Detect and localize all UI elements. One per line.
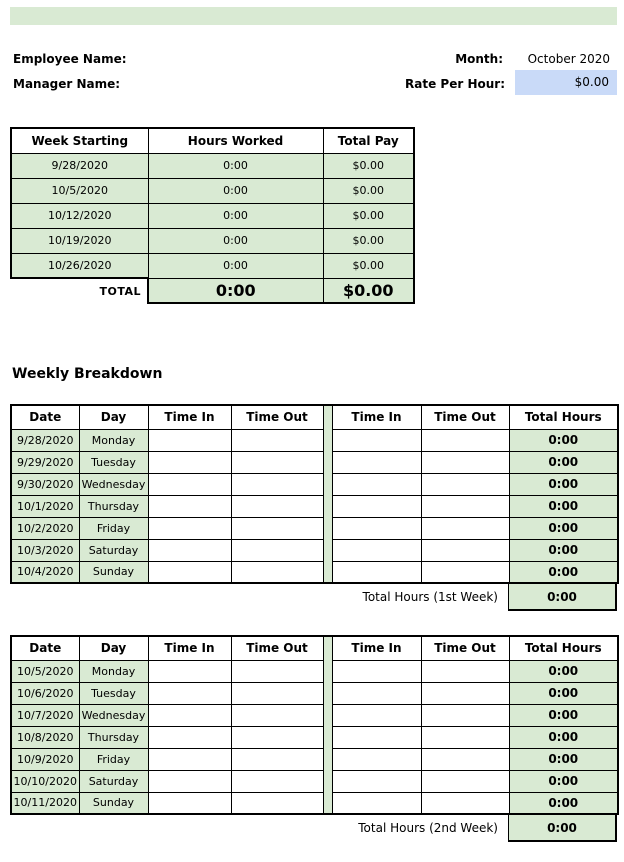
total-pay-cell: $0.00 — [323, 178, 414, 203]
time-out-cell[interactable] — [421, 473, 509, 495]
month-label: Month: — [455, 52, 503, 66]
week1-table-wrapper — [10, 404, 617, 611]
time-in-cell[interactable] — [332, 770, 421, 792]
spacer-column — [323, 405, 332, 583]
total-hours-cell: 0:00 — [509, 748, 618, 770]
total-pay-cell: $0.00 — [323, 203, 414, 228]
total-hours-cell: 0:00 — [509, 660, 618, 682]
summary-table — [10, 127, 415, 304]
table-row — [11, 726, 618, 748]
day-cell: Sunday — [79, 561, 148, 583]
total-hours-cell: 0:00 — [509, 770, 618, 792]
day-cell: Thursday — [79, 726, 148, 748]
week-starting-header: Week Starting — [11, 128, 148, 153]
week1-total-value: 0:00 — [508, 584, 617, 611]
table-row — [11, 451, 618, 473]
time-in-cell[interactable] — [148, 539, 231, 561]
time-out-cell[interactable] — [421, 704, 509, 726]
week1-table — [10, 404, 619, 584]
day-cell: Tuesday — [79, 451, 148, 473]
time-in-cell[interactable] — [148, 429, 231, 451]
time-in-cell[interactable] — [332, 792, 421, 814]
time-in-cell[interactable] — [148, 748, 231, 770]
time-out-header: Time Out — [231, 636, 323, 660]
total-hours-cell: 0:00 — [509, 473, 618, 495]
time-out-cell[interactable] — [421, 792, 509, 814]
date-cell: 10/2/2020 — [11, 517, 79, 539]
date-cell: 10/1/2020 — [11, 495, 79, 517]
week2-table — [10, 635, 619, 815]
time-in-cell[interactable] — [332, 495, 421, 517]
time-in-cell[interactable] — [148, 561, 231, 583]
date-cell: 10/10/2020 — [11, 770, 79, 792]
table-row — [11, 770, 618, 792]
time-out-header: Time Out — [231, 405, 323, 429]
time-in-cell[interactable] — [148, 517, 231, 539]
time-out-cell[interactable] — [421, 517, 509, 539]
time-in-cell[interactable] — [148, 495, 231, 517]
total-hours-cell: 0:00 — [509, 539, 618, 561]
date-header: Date — [11, 636, 79, 660]
hours-worked-cell: 0:00 — [148, 153, 323, 178]
day-cell: Thursday — [79, 495, 148, 517]
time-out-cell[interactable] — [421, 770, 509, 792]
total-hours-cell: 0:00 — [509, 682, 618, 704]
day-cell: Saturday — [79, 539, 148, 561]
time-in-cell[interactable] — [332, 539, 421, 561]
week1-total-label: Total Hours (1st Week) — [362, 590, 498, 604]
table-row — [11, 495, 618, 517]
total-hours-value: 0:00 — [148, 278, 323, 303]
week-starting-cell: 10/19/2020 — [11, 228, 148, 253]
table-row — [11, 561, 618, 583]
date-cell: 9/28/2020 — [11, 429, 79, 451]
weekly-breakdown-title: Weekly Breakdown — [12, 366, 163, 382]
time-out-cell[interactable] — [231, 682, 323, 704]
time-in-cell[interactable] — [332, 429, 421, 451]
table-row — [11, 539, 618, 561]
time-out-cell[interactable] — [421, 660, 509, 682]
time-in-cell[interactable] — [332, 660, 421, 682]
date-header: Date — [11, 405, 79, 429]
summary-header-row — [11, 128, 414, 153]
total-pay-cell: $0.00 — [323, 153, 414, 178]
time-out-cell[interactable] — [231, 704, 323, 726]
time-in-cell[interactable] — [332, 561, 421, 583]
time-out-cell[interactable] — [231, 726, 323, 748]
total-hours-cell: 0:00 — [509, 792, 618, 814]
week-starting-cell: 10/5/2020 — [11, 178, 148, 203]
summary-total-row — [11, 278, 414, 303]
time-in-cell[interactable] — [148, 473, 231, 495]
time-out-cell[interactable] — [231, 792, 323, 814]
time-out-cell[interactable] — [231, 451, 323, 473]
total-pay-header: Total Pay — [323, 128, 414, 153]
total-hours-cell: 0:00 — [509, 726, 618, 748]
table-row — [11, 253, 414, 278]
total-hours-cell: 0:00 — [509, 704, 618, 726]
date-cell: 10/8/2020 — [11, 726, 79, 748]
day-cell: Tuesday — [79, 682, 148, 704]
date-cell: 10/3/2020 — [11, 539, 79, 561]
table-row — [11, 228, 414, 253]
day-cell: Sunday — [79, 792, 148, 814]
day-cell: Wednesday — [79, 473, 148, 495]
time-in-header: Time In — [332, 636, 421, 660]
table-row — [11, 178, 414, 203]
date-cell: 10/7/2020 — [11, 704, 79, 726]
total-pay-cell: $0.00 — [323, 253, 414, 278]
day-header: Day — [79, 405, 148, 429]
time-in-cell[interactable] — [148, 770, 231, 792]
total-hours-cell: 0:00 — [509, 561, 618, 583]
total-hours-cell: 0:00 — [509, 517, 618, 539]
time-out-cell[interactable] — [421, 682, 509, 704]
table-row — [11, 203, 414, 228]
time-in-cell[interactable] — [332, 451, 421, 473]
date-cell: 9/29/2020 — [11, 451, 79, 473]
day-cell: Monday — [79, 660, 148, 682]
time-out-header: Time Out — [421, 636, 509, 660]
day-cell: Wednesday — [79, 704, 148, 726]
time-out-cell[interactable] — [231, 660, 323, 682]
time-in-cell[interactable] — [148, 726, 231, 748]
time-in-cell[interactable] — [148, 704, 231, 726]
time-in-cell[interactable] — [332, 517, 421, 539]
time-out-cell[interactable] — [421, 451, 509, 473]
day-header: Day — [79, 636, 148, 660]
time-out-cell[interactable] — [231, 748, 323, 770]
time-out-cell[interactable] — [231, 517, 323, 539]
total-hours-cell: 0:00 — [509, 495, 618, 517]
time-in-cell[interactable] — [148, 792, 231, 814]
total-hours-header: Total Hours — [509, 636, 618, 660]
manager-name-label: Manager Name: — [13, 77, 121, 91]
date-cell: 10/11/2020 — [11, 792, 79, 814]
time-in-header: Time In — [148, 405, 231, 429]
time-out-cell[interactable] — [421, 726, 509, 748]
time-in-cell[interactable] — [148, 682, 231, 704]
day-cell: Monday — [79, 429, 148, 451]
time-out-cell[interactable] — [231, 495, 323, 517]
total-hours-cell: 0:00 — [509, 451, 618, 473]
time-out-cell[interactable] — [231, 770, 323, 792]
hours-worked-cell: 0:00 — [148, 228, 323, 253]
time-out-cell[interactable] — [421, 561, 509, 583]
week2-total-label: Total Hours (2nd Week) — [358, 821, 498, 835]
time-in-cell[interactable] — [332, 682, 421, 704]
date-cell: 10/6/2020 — [11, 682, 79, 704]
time-in-header: Time In — [332, 405, 421, 429]
time-in-cell[interactable] — [332, 704, 421, 726]
table-row — [11, 682, 618, 704]
day-cell: Friday — [79, 748, 148, 770]
table-row — [11, 748, 618, 770]
week2-table-wrapper — [10, 635, 617, 842]
total-pay-cell: $0.00 — [323, 228, 414, 253]
table-row — [11, 429, 618, 451]
time-out-cell[interactable] — [421, 495, 509, 517]
hours-worked-cell: 0:00 — [148, 203, 323, 228]
time-out-cell[interactable] — [421, 429, 509, 451]
week-starting-cell: 10/12/2020 — [11, 203, 148, 228]
time-in-cell[interactable] — [148, 660, 231, 682]
time-in-cell[interactable] — [148, 451, 231, 473]
table-row — [11, 517, 618, 539]
table-row — [11, 660, 618, 682]
hours-worked-cell: 0:00 — [148, 178, 323, 203]
spacer-column — [323, 636, 332, 814]
time-out-cell[interactable] — [421, 748, 509, 770]
title-bar — [10, 7, 617, 25]
date-cell: 10/5/2020 — [11, 660, 79, 682]
time-out-cell[interactable] — [421, 539, 509, 561]
month-value[interactable]: October 2020 — [527, 52, 610, 66]
date-cell: 10/4/2020 — [11, 561, 79, 583]
total-hours-cell: 0:00 — [509, 429, 618, 451]
week-starting-cell: 9/28/2020 — [11, 153, 148, 178]
employee-name-label: Employee Name: — [13, 52, 127, 66]
total-hours-header: Total Hours — [509, 405, 618, 429]
total-pay-value: $0.00 — [323, 278, 414, 303]
rate-per-hour-label: Rate Per Hour: — [405, 77, 505, 91]
table-row — [11, 792, 618, 814]
date-cell: 9/30/2020 — [11, 473, 79, 495]
time-out-cell[interactable] — [231, 539, 323, 561]
time-in-cell[interactable] — [332, 748, 421, 770]
time-out-header: Time Out — [421, 405, 509, 429]
time-out-cell[interactable] — [231, 561, 323, 583]
rate-per-hour-input[interactable]: $0.00 — [515, 70, 617, 95]
week1-footer — [10, 584, 617, 611]
week2-total-value: 0:00 — [508, 815, 617, 842]
date-cell: 10/9/2020 — [11, 748, 79, 770]
time-out-cell[interactable] — [231, 429, 323, 451]
week1-header-row — [11, 405, 618, 429]
hours-worked-header: Hours Worked — [148, 128, 323, 153]
time-in-cell[interactable] — [332, 473, 421, 495]
table-row — [11, 473, 618, 495]
table-row — [11, 704, 618, 726]
time-in-cell[interactable] — [332, 726, 421, 748]
summary-table-wrapper — [10, 127, 415, 304]
total-label: TOTAL — [11, 278, 148, 303]
time-out-cell[interactable] — [231, 473, 323, 495]
hours-worked-cell: 0:00 — [148, 253, 323, 278]
day-cell: Friday — [79, 517, 148, 539]
day-cell: Saturday — [79, 770, 148, 792]
table-row — [11, 153, 414, 178]
week2-footer — [10, 815, 617, 842]
week-starting-cell: 10/26/2020 — [11, 253, 148, 278]
time-in-header: Time In — [148, 636, 231, 660]
week2-header-row — [11, 636, 618, 660]
